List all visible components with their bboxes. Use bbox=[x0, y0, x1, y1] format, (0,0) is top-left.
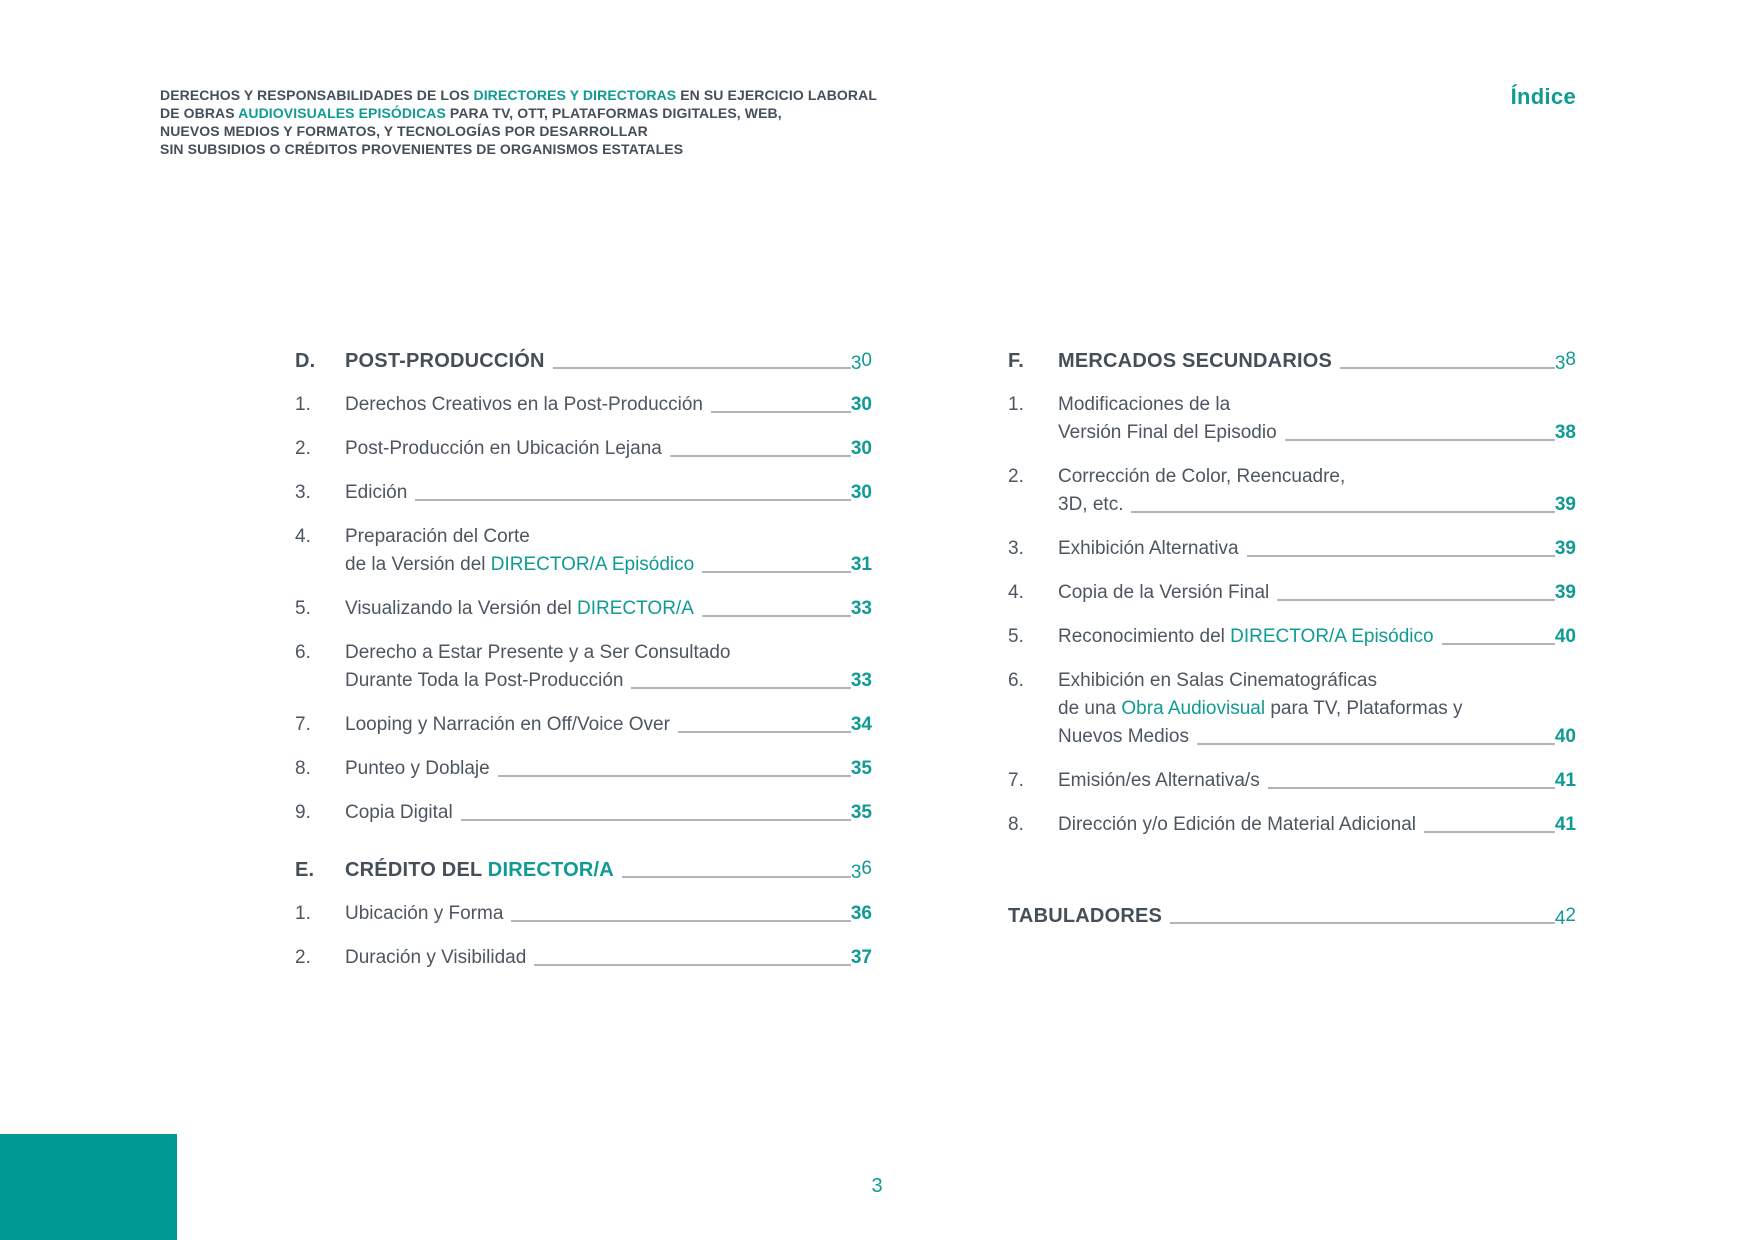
footer-page-number: 3 bbox=[871, 1175, 883, 1197]
section-title-accent: DIRECTOR/A bbox=[487, 859, 614, 881]
corner-accent-block bbox=[0, 1134, 177, 1240]
toc-item-d9[interactable] bbox=[295, 799, 872, 827]
toc-item-d2[interactable] bbox=[295, 435, 872, 463]
item-number: 1. bbox=[295, 903, 311, 924]
item-number: 4. bbox=[1008, 582, 1024, 603]
page-number: 40 bbox=[1554, 726, 1576, 747]
item-number: 2. bbox=[1008, 466, 1024, 487]
toc-section-tabuladores[interactable] bbox=[1008, 902, 1576, 930]
item-number: 2. bbox=[295, 438, 311, 459]
item-number: 7. bbox=[295, 714, 311, 735]
toc-item-d7[interactable] bbox=[295, 711, 872, 739]
page-number: 39 bbox=[1554, 494, 1576, 515]
section-title: TABULADORES bbox=[1008, 905, 1163, 927]
item-title: Post-Producción en Ubicación Lejana bbox=[345, 438, 662, 459]
toc-section-e[interactable] bbox=[295, 856, 872, 884]
page-number: 30 bbox=[850, 438, 872, 459]
dot-leader bbox=[702, 615, 851, 617]
dot-leader bbox=[622, 876, 851, 878]
document-title-line-3: NUEVOS MEDIOS Y FORMATOS, Y TECNOLOGÍAS POR DESARROLLAR bbox=[160, 123, 648, 139]
item-number: 9. bbox=[295, 802, 311, 823]
page-number: 33 bbox=[850, 598, 872, 619]
dot-leader bbox=[670, 455, 851, 457]
item-title: Edición bbox=[345, 482, 408, 503]
page-number: 40 bbox=[1554, 626, 1576, 647]
item-title: Visualizando la Versión del bbox=[345, 598, 578, 619]
dot-leader bbox=[631, 687, 850, 689]
item-title: Looping y Narración en Off/Voice Over bbox=[345, 714, 670, 735]
item-number: 1. bbox=[295, 394, 311, 415]
item-title-accent: DIRECTOR/A Episódico bbox=[490, 554, 695, 575]
page-number: 33 bbox=[850, 670, 872, 691]
dot-leader bbox=[1131, 511, 1554, 513]
toc-item-f1[interactable] bbox=[1008, 391, 1576, 447]
page-number: 30 bbox=[850, 350, 872, 374]
page-number: 34 bbox=[850, 714, 872, 735]
item-title-line: Preparación del Corte bbox=[345, 526, 530, 547]
item-title: Nuevos Medios bbox=[1058, 726, 1189, 747]
toc-item-f5[interactable] bbox=[1008, 623, 1576, 651]
document-title bbox=[160, 86, 960, 158]
page-number: 41 bbox=[1554, 814, 1576, 835]
section-letter: F. bbox=[1008, 350, 1024, 372]
dot-leader bbox=[678, 731, 851, 733]
page-number: 35 bbox=[850, 802, 872, 823]
toc-item-d3[interactable] bbox=[295, 479, 872, 507]
item-number: 8. bbox=[295, 758, 311, 779]
item-title: Exhibición Alternativa bbox=[1058, 538, 1239, 559]
item-title: Reconocimiento del bbox=[1058, 626, 1231, 647]
item-number: 1. bbox=[1008, 394, 1024, 415]
dot-leader bbox=[1285, 439, 1555, 441]
section-letter: E. bbox=[295, 859, 315, 881]
toc-item-f6[interactable] bbox=[1008, 667, 1576, 751]
dot-leader bbox=[702, 571, 851, 573]
item-number: 7. bbox=[1008, 770, 1024, 791]
document-title-line-2: DE OBRAS AUDIOVISUALES EPISÓDICAS PARA TV, OTT, PLATAFORMAS DIGITALES, WEB, bbox=[160, 105, 782, 121]
dot-leader bbox=[553, 367, 851, 369]
dot-leader bbox=[711, 411, 851, 413]
document-title-line-1: DERECHOS Y RESPONSABILIDADES DE LOS DIRECTORES Y DIRECTORAS EN SU EJERCICIO LABORAL bbox=[160, 87, 877, 103]
dot-leader bbox=[1197, 743, 1555, 745]
page-number: 37 bbox=[850, 947, 872, 968]
item-number: 3. bbox=[1008, 538, 1024, 559]
page-number: 30 bbox=[850, 394, 872, 415]
item-title-line: Derecho a Estar Presente y a Ser Consultado bbox=[345, 642, 731, 663]
item-title-line: de una Obra Audiovisual para TV, Plataformas y bbox=[1058, 698, 1463, 719]
toc-column-left bbox=[295, 347, 872, 988]
dot-leader bbox=[1442, 643, 1555, 645]
section-title: POST-PRODUCCIÓN bbox=[345, 350, 545, 372]
item-number: 3. bbox=[295, 482, 311, 503]
dot-leader bbox=[1247, 555, 1555, 557]
toc-item-d4[interactable] bbox=[295, 523, 872, 579]
item-title-line: Exhibición en Salas Cinematográficas bbox=[1058, 670, 1377, 691]
toc-item-d8[interactable] bbox=[295, 755, 872, 783]
page-number: 36 bbox=[850, 858, 872, 883]
item-title-accent: DIRECTOR/A Episódico bbox=[1230, 626, 1434, 647]
toc-item-f7[interactable] bbox=[1008, 767, 1576, 795]
toc-item-e2[interactable] bbox=[295, 944, 872, 972]
item-number: 2. bbox=[295, 947, 311, 968]
dot-leader bbox=[511, 920, 850, 922]
toc-item-f4[interactable] bbox=[1008, 579, 1576, 607]
item-title: Punteo y Doblaje bbox=[345, 758, 490, 779]
toc-item-d5[interactable] bbox=[295, 595, 872, 623]
dot-leader bbox=[1424, 831, 1555, 833]
item-number: 6. bbox=[1008, 670, 1024, 691]
item-title-line: Corrección de Color, Reencuadre, bbox=[1058, 466, 1346, 487]
page-number: 35 bbox=[850, 758, 872, 779]
dot-leader bbox=[461, 819, 851, 821]
item-number: 4. bbox=[295, 526, 311, 547]
page-number: 38 bbox=[1554, 349, 1576, 374]
page-number: 39 bbox=[1554, 538, 1576, 559]
item-title-line: Modificaciones de la bbox=[1058, 394, 1231, 415]
section-letter: D. bbox=[295, 350, 316, 372]
item-title: Versión Final del Episodio bbox=[1058, 422, 1277, 443]
section-title: CRÉDITO DEL bbox=[345, 859, 488, 881]
item-number: 5. bbox=[1008, 626, 1024, 647]
page-number: 38 bbox=[1554, 422, 1576, 443]
page-section-label: Índice bbox=[1510, 84, 1576, 109]
dot-leader bbox=[534, 964, 851, 966]
page-number: 31 bbox=[850, 554, 872, 575]
item-title: Ubicación y Forma bbox=[345, 903, 504, 924]
item-number: 6. bbox=[295, 642, 311, 663]
dot-leader bbox=[498, 775, 851, 777]
page-number: 41 bbox=[1554, 770, 1576, 791]
item-number: 5. bbox=[295, 598, 311, 619]
toc-item-f8[interactable] bbox=[1008, 811, 1576, 839]
toc-section-f[interactable] bbox=[1008, 347, 1576, 375]
page-number: 39 bbox=[1554, 582, 1576, 603]
toc-column-right bbox=[1008, 347, 1576, 946]
item-title: Emisión/es Alternativa/s bbox=[1058, 770, 1260, 791]
toc-item-d1[interactable] bbox=[295, 391, 872, 419]
dot-leader bbox=[1277, 599, 1555, 601]
page-number: 30 bbox=[850, 482, 872, 503]
item-number: 8. bbox=[1008, 814, 1024, 835]
document-title-line-4: SIN SUBSIDIOS O CRÉDITOS PROVENIENTES DE ORGANISMOS ESTATALES bbox=[160, 141, 684, 157]
dot-leader bbox=[1268, 787, 1555, 789]
item-title: 3D, etc. bbox=[1058, 494, 1124, 515]
item-title: Copia Digital bbox=[345, 802, 453, 823]
section-title: MERCADOS SECUNDARIOS bbox=[1058, 350, 1333, 372]
dot-leader bbox=[415, 499, 851, 501]
item-title: Copia de la Versión Final bbox=[1058, 582, 1270, 603]
toc-item-f2[interactable] bbox=[1008, 463, 1576, 519]
dot-leader bbox=[1170, 922, 1555, 924]
item-title: Duración y Visibilidad bbox=[345, 947, 527, 968]
page-number: 36 bbox=[850, 903, 872, 924]
item-title: Dirección y/o Edición de Material Adicional bbox=[1058, 814, 1417, 835]
page-number: 42 bbox=[1554, 905, 1576, 929]
toc-item-f3[interactable] bbox=[1008, 535, 1576, 563]
item-title-accent: DIRECTOR/A bbox=[577, 598, 694, 619]
dot-leader bbox=[1340, 367, 1555, 369]
toc-section-d[interactable] bbox=[295, 347, 872, 375]
toc-item-d6[interactable] bbox=[295, 639, 872, 695]
item-title: Derechos Creativos en la Post-Producción bbox=[345, 394, 704, 415]
item-title-accent: Obra Audiovisual bbox=[1121, 698, 1266, 719]
item-title: de la Versión del bbox=[345, 554, 491, 575]
toc-item-e1[interactable] bbox=[295, 900, 872, 928]
item-title: Durante Toda la Post-Producción bbox=[345, 670, 624, 691]
